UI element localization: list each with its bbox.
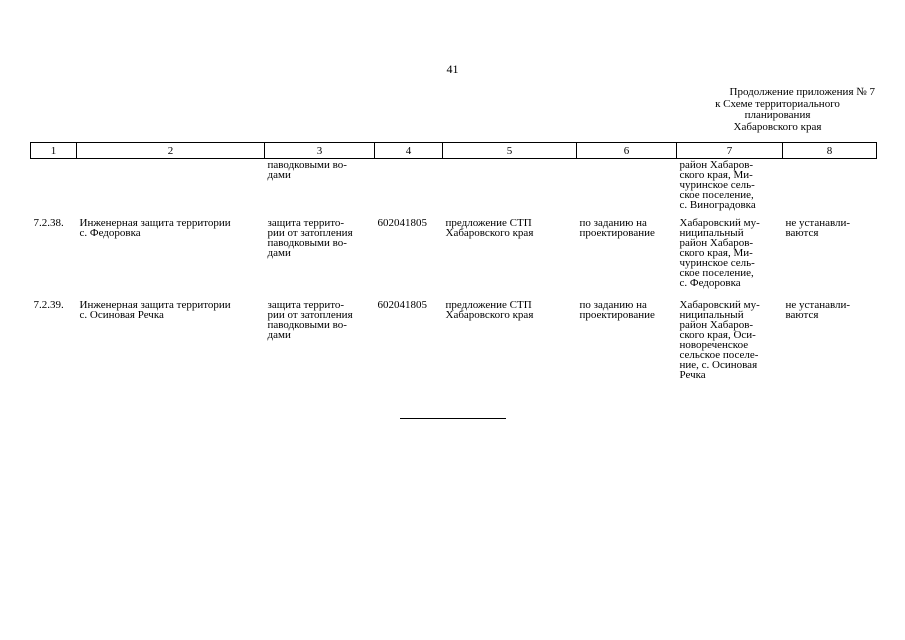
cell-location: Хабаровский му- ниципальный район Хабаров- ского края, Ми- чуринское сель- ское поселение, с. Федоровка bbox=[679, 217, 760, 289]
cell-code: 602041805 bbox=[377, 217, 427, 229]
end-divider bbox=[400, 418, 506, 419]
table-row bbox=[31, 298, 877, 380]
page-number: 41 bbox=[446, 62, 459, 76]
table-row bbox=[31, 216, 877, 298]
cell-code: 602041805 bbox=[377, 299, 427, 311]
header-note-line-1: Продолжение приложения № 7 bbox=[729, 86, 875, 98]
cell-zones: не устанавли- ваются bbox=[785, 299, 851, 321]
cell-name: Инженерная защита территории с. Федоровка bbox=[79, 217, 231, 239]
cell-purpose: защита террито- рии от затопления паводковыми во- дами bbox=[267, 299, 353, 341]
column-header: 6 bbox=[577, 143, 677, 159]
column-header: 7 bbox=[677, 143, 783, 159]
cell-parameters: по заданию на проектирование bbox=[579, 299, 655, 321]
cell-number: 7.2.39. bbox=[33, 299, 64, 311]
cell-source: предложение СТП Хабаровского края bbox=[445, 217, 534, 239]
cell-name: Инженерная защита территории с. Осиновая Речка bbox=[79, 299, 231, 321]
column-header: 1 bbox=[31, 143, 77, 159]
column-header: 5 bbox=[443, 143, 577, 159]
cell-zones: не устанавли- ваются bbox=[785, 217, 851, 239]
header-note-line-2: к Схеме территориального bbox=[715, 97, 840, 110]
cell-purpose: защита террито- рии от затопления паводковыми во- дами bbox=[267, 217, 353, 259]
cell-purpose: паводковыми во- дами bbox=[267, 159, 347, 181]
column-header: 8 bbox=[783, 143, 877, 159]
column-header: 4 bbox=[375, 143, 443, 159]
column-header: 3 bbox=[265, 143, 375, 159]
appendix-header-note bbox=[680, 87, 875, 133]
column-number-row bbox=[31, 143, 877, 159]
cell-location: Хабаровский му- ниципальный район Хабаров- ского края, Оси- новореченское сельское поселе- ние, с. Осиновая Речка bbox=[679, 299, 760, 381]
column-header: 2 bbox=[77, 143, 265, 159]
cell-parameters: по заданию на проектирование bbox=[579, 217, 655, 239]
header-note-line-4: Хабаровского края bbox=[733, 120, 822, 133]
cell-number: 7.2.38. bbox=[33, 217, 64, 229]
continuation-row bbox=[31, 159, 877, 217]
header-note-line-3: планирования bbox=[744, 109, 811, 121]
planning-table bbox=[30, 142, 877, 380]
cell-location: район Хабаров- ского края, Ми- чуринское сель- ское поселение, с. Виноградовка bbox=[679, 159, 756, 211]
cell-source: предложение СТП Хабаровского края bbox=[445, 299, 534, 321]
